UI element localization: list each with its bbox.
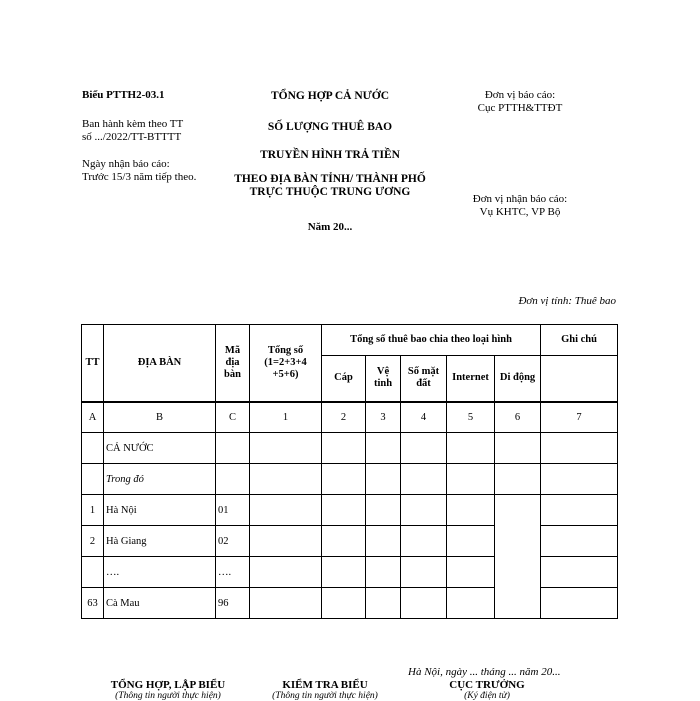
cell-blank	[447, 495, 495, 526]
cell-blank	[541, 526, 618, 557]
cell-blank	[541, 433, 618, 464]
footer-director	[407, 679, 567, 701]
row-tt: 1	[82, 495, 104, 526]
row-code	[216, 433, 250, 464]
table-row	[82, 495, 618, 526]
cell-blank	[366, 557, 401, 588]
row-code: 02	[216, 526, 250, 557]
header-group: Tổng số thuê bao chia theo loại hình	[322, 325, 541, 356]
cell-blank	[447, 433, 495, 464]
index-cell: A	[82, 402, 104, 433]
cell-blank	[541, 557, 618, 588]
index-cell: 1	[250, 402, 322, 433]
header-di-dong: Di động	[495, 356, 541, 402]
header-cap: Cáp	[322, 356, 366, 402]
header-tong-so	[250, 325, 322, 402]
issued-line-1: Ban hành kèm theo TT	[82, 118, 184, 130]
cell-blank	[495, 433, 541, 464]
cell-blank	[401, 433, 447, 464]
title-line-2: SỐ LƯỢNG THUÊ BAO	[267, 121, 393, 133]
header-so-mat-dat-line-2: đất	[416, 378, 431, 390]
receive-date-label: Ngày nhận báo cáo:	[82, 158, 170, 170]
cell-blank	[322, 557, 366, 588]
title-line-5: TRỰC THUỘC TRUNG ƯƠNG	[249, 186, 411, 198]
cell-blank	[401, 495, 447, 526]
cell-blank	[541, 588, 618, 619]
cell-blank	[541, 495, 618, 526]
receiving-unit	[440, 193, 600, 219]
index-cell: 6	[495, 402, 541, 433]
header-ma-line-3: bàn	[224, 368, 241, 380]
header-tong-so-line-3: +5+6)	[272, 368, 299, 380]
cell-blank	[250, 464, 322, 495]
report-title	[218, 89, 442, 233]
title-line-1: TỔNG HỢP CẢ NƯỚC	[270, 90, 390, 102]
cell-blank	[447, 464, 495, 495]
row-tt	[82, 464, 104, 495]
cell-blank	[250, 433, 322, 464]
row-name: ….	[104, 557, 216, 588]
cell-blank	[322, 588, 366, 619]
receiving-unit-value: Vụ KHTC, VP Bộ	[479, 206, 561, 218]
cell-blank	[366, 433, 401, 464]
cell-blank	[366, 495, 401, 526]
index-cell: C	[216, 402, 250, 433]
row-name: Cà Mau	[104, 588, 216, 619]
cell-blank	[366, 464, 401, 495]
header-so-mat-dat	[401, 356, 447, 402]
index-row	[82, 402, 618, 433]
cell-blank	[495, 464, 541, 495]
cell-blank	[322, 526, 366, 557]
footer-compiler	[88, 679, 248, 701]
header-ve-tinh	[366, 356, 401, 402]
header-tt: TT	[82, 325, 104, 402]
header-ve-tinh-line-1: Vệ	[376, 366, 390, 378]
issued-line-2: số .../2022/TT-BTTTT	[82, 131, 182, 143]
checker-sub: (Thông tin người thực hiện)	[272, 691, 378, 701]
compiler-title: TỔNG HỢP, LẬP BIỂU	[110, 679, 226, 691]
header-ghi-chu-blank	[541, 356, 618, 402]
cell-blank	[250, 588, 322, 619]
header-ghi-chu: Ghi chú	[541, 325, 618, 356]
director-sub: (Ký điện tử)	[464, 691, 510, 701]
cell-blank	[322, 464, 366, 495]
row-tt: 63	[82, 588, 104, 619]
index-cell: 3	[366, 402, 401, 433]
table-row	[82, 464, 618, 495]
index-cell: 2	[322, 402, 366, 433]
header-internet: Internet	[447, 356, 495, 402]
cell-blank	[250, 526, 322, 557]
cell-blank	[322, 433, 366, 464]
header-left	[82, 89, 232, 184]
header-tong-so-line-1: Tổng số	[267, 344, 304, 356]
cell-blank	[250, 495, 322, 526]
cell-blank	[366, 588, 401, 619]
row-tt: 2	[82, 526, 104, 557]
row-code: 01	[216, 495, 250, 526]
cell-blank	[447, 557, 495, 588]
header-ma-line-1: Mã	[224, 344, 241, 356]
row-code: ….	[216, 557, 250, 588]
cell-blank	[401, 588, 447, 619]
reporting-unit-value: Cục PTTH&TTĐT	[477, 102, 563, 114]
date-line: Hà Nội, ngày ... tháng ... năm 20...	[408, 666, 561, 678]
form-code: Biểu PTTH2-03.1	[82, 89, 165, 101]
cell-blank	[495, 495, 541, 619]
index-cell: 5	[447, 402, 495, 433]
cell-blank	[447, 526, 495, 557]
reporting-unit	[440, 89, 600, 115]
row-code	[216, 464, 250, 495]
row-name: Hà Nội	[104, 495, 216, 526]
row-name: Hà Giang	[104, 526, 216, 557]
row-tt	[82, 557, 104, 588]
cell-blank	[447, 588, 495, 619]
row-code: 96	[216, 588, 250, 619]
receiving-unit-label: Đơn vị nhận báo cáo:	[472, 193, 568, 205]
cell-blank	[401, 526, 447, 557]
compiler-sub: (Thông tin người thực hiện)	[115, 691, 221, 701]
header-ve-tinh-line-2: tinh	[373, 378, 393, 390]
header-so-mat-dat-line-1: Số mặt	[407, 366, 440, 378]
unit-note: Đơn vị tính: Thuê bao	[518, 295, 616, 307]
table-row	[82, 433, 618, 464]
header-ma-dia-ban	[216, 325, 250, 402]
cell-blank	[322, 495, 366, 526]
subscriber-table	[81, 324, 618, 619]
cell-blank	[541, 464, 618, 495]
index-cell: 7	[541, 402, 618, 433]
header-ma-line-2: địa	[225, 356, 240, 368]
checker-title: KIỂM TRA BIỂU	[282, 679, 368, 691]
footer-checker	[245, 679, 405, 701]
cell-blank	[401, 557, 447, 588]
title-line-4: THEO ĐỊA BÀN TỈNH/ THÀNH PHỐ	[234, 173, 426, 185]
report-year: Năm 20...	[307, 221, 353, 233]
reporting-unit-label: Đơn vị báo cáo:	[484, 89, 556, 101]
cell-blank	[401, 464, 447, 495]
row-name: Trong đó	[104, 464, 216, 495]
cell-blank	[366, 526, 401, 557]
row-tt	[82, 433, 104, 464]
index-cell: 4	[401, 402, 447, 433]
director-title: CỤC TRƯỞNG	[449, 679, 525, 691]
header-tong-so-line-2: (1=2+3+4	[264, 356, 307, 368]
row-name: CẢ NƯỚC	[104, 433, 216, 464]
title-line-3: TRUYỀN HÌNH TRẢ TIỀN	[260, 149, 400, 161]
cell-blank	[250, 557, 322, 588]
header-dia-ban: ĐỊA BÀN	[104, 325, 216, 402]
index-cell: B	[104, 402, 216, 433]
receive-date-value: Trước 15/3 năm tiếp theo.	[82, 171, 197, 183]
